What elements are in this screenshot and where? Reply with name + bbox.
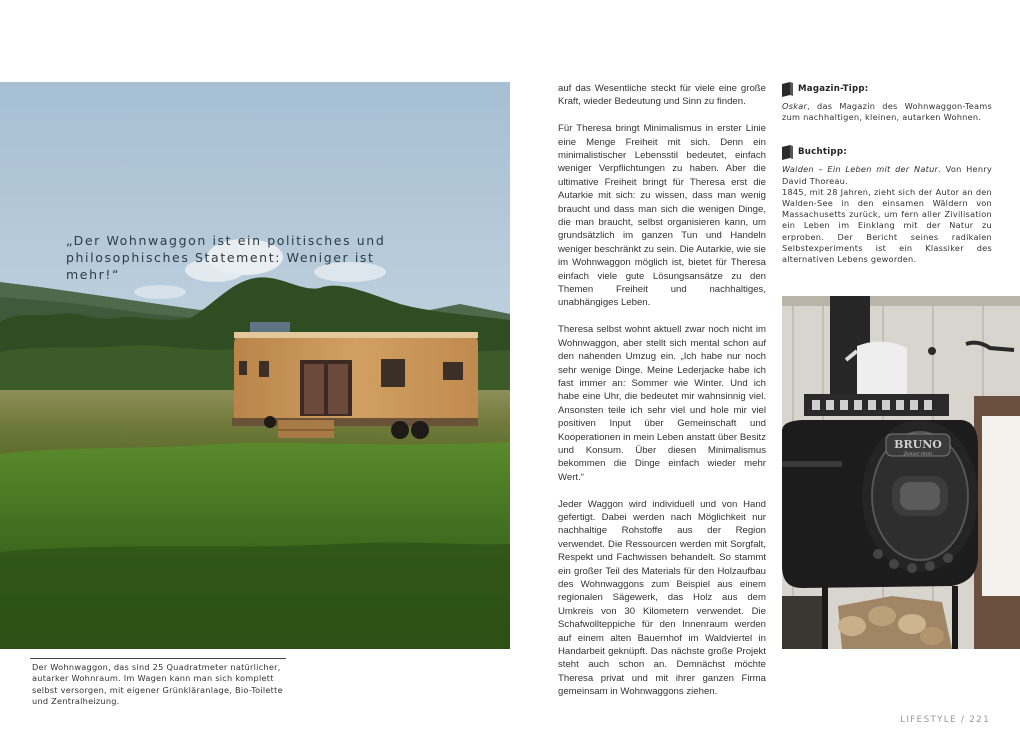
book-title: Walden – Ein Leben mit der Natur [782,164,939,175]
tiny-house [232,322,478,439]
wood-stove-photo [782,296,1020,649]
article-body [558,82,766,712]
book-tip-title: Buchtipp: [798,147,847,158]
tiny-house-photo [0,82,510,649]
magazine-tip-title: Magazin-Tipp: [798,83,869,94]
book-tip-reference: Walden – Ein Leben mit der Natur. Von Henry David Thoreau. [782,164,992,186]
magazine-name: Oskar [782,101,808,111]
stove-brand: BRUNO [894,438,942,451]
pull-quote: „Der Wohnwaggon ist ein politisches und philosophisches Statement: Weniger ist mehr!“ [66,233,386,282]
book-tip [782,145,992,265]
stove-subtitle: Junior mini [903,451,933,457]
body-paragraph: Jeder Waggon wird individuell und von Hand gefertigt. Dabei werden nach Möglichkeit nur nachhaltige Rohstoffe aus der Region verwendet. Die Ressourcen werden mit Sorgfalt, Respekt und Fachwissen behandelt. So stammt ein großer Teil des Materials für den Holzaufbau des Wohnwaggons zum Beispiel aus einem regionalen Sägewerk, das Holz aus dem Umkreis von 30 Kilometern verwendet. Die Schafwollteppiche für den Innenraum werden auf einem alten Bauernhof im Waldviertel in Handarbeit geknüpft. Das nächste große Projekt steht auch schon an. Demnächst möchte Theresa privat und mit ihrer ganzen Firma gemeinsam in Wohnwaggons ziehen. [558,498,766,698]
photo-caption: Der Wohnwaggon, das sind 25 Quadratmeter natürlicher, autarker Wohnraum. Im Wagen kann man sich komplett selbst versorgen, mit eigener Grünkläranlage, Bio-Toilette und Zentralheizung. [32,662,283,707]
section-name: LIFESTYLE [900,715,957,725]
body-paragraph: Theresa selbst wohnt aktuell zwar noch nicht im Wohnwaggon, aber stellt sich mental schon auf den nahenden Umzug ein. „Ich habe nur noch sehr wenige Dinge. Meine Lederjacke habe ich fast immer an: Sommer wie Winter. Und ich habe eine Uhr, die bedeutet mir wahnsinnig viel. Ansonsten teile ich sehr viel und hole mir viel positiven Input über Gemeinschaft und Kooperationen in mein Leben anstatt über Besitz und Konsum. Über diesen Minimalismus bekommen die Dinge einfach wieder mehr Wert.“ [558,324,766,483]
magazine-tip [782,82,992,123]
caption-divider [30,658,286,659]
page-folio [900,715,990,725]
body-paragraph: Für Theresa bringt Minimalismus in erster Linie eine Menge Freiheit mit sich. Denn ein minimalistischer Lebensstil bedeutet, einfach weniger Verpflichtungen zu haben. Aber die ultimative Freiheit bringt für Theresa erst die Autarkie mit sich: zu wissen, dass man wenig braucht und dass man sich die wenigen Dinge, die man braucht, selbst organisieren kann, um grundsätzlich im ganzen Tun und Handeln weniger beschränkt zu sein. Die Autarkie, wie sie im Wohnwaggon möglich ist, bietet für Theresa einfach viele gute Lösungsansätze zu den Themen Freiheit und nachhaltiges, unabhängiges Leben. [558,123,766,309]
folio-separator: / [956,715,970,725]
book-icon [782,145,793,160]
book-icon [782,82,793,97]
body-paragraph: auf das Wesentliche steckt für viele eine große Kraft, wieder Bedeutung und Sinn zu finden. [558,83,766,108]
stove-body [782,420,978,588]
page-number: 221 [969,715,990,725]
book-tip-text: 1845, mit 28 Jahren, zieht sich der Autor an den Walden-See in den einsamen Wäldern von Massachusetts zurück, um fern aller Zivilisation ein Leben im Einklang mit der Natur zu erproben. Der Bericht seines radikalen Selbstexperiments ist ein Klassiker des alternativen Lebens geworden. [782,186,992,265]
magazine-tip-text: Oskar, das Magazin des Wohnwaggon-Teams zum nachhaltigen, kleinen, autarken Wohnen. [782,101,992,123]
sidebar-tips [782,82,992,287]
